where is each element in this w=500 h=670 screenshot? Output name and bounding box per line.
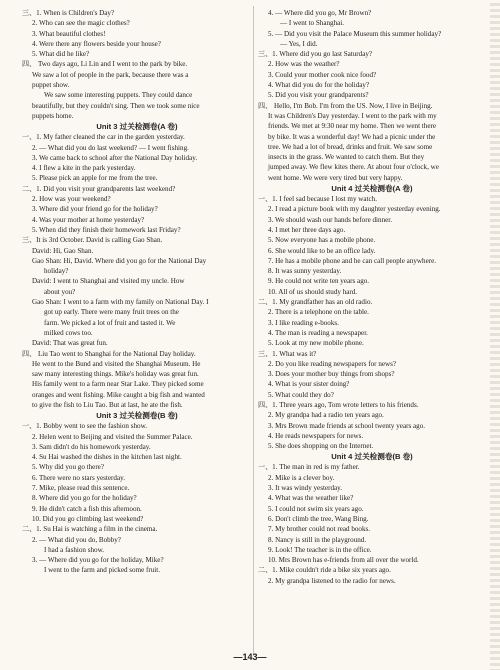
answer-line: 2. — What did you do last weekend? — I went fishing. [32, 143, 189, 152]
answer-line: 5. Now everyone has a mobile phone. [268, 236, 376, 245]
answer-line: We saw some interesting puppets. They could dance [44, 91, 193, 100]
answer-line: David: Hi, Gao Shan. [32, 246, 94, 255]
answer-line: 4. Su Hai washed the dishes in the kitchen last night. [32, 453, 182, 462]
answer-line: went home. We were very tired but very happy. [268, 173, 403, 182]
answer-line: 2. Mike is a clever boy. [268, 473, 335, 482]
answer-line: 10. Mrs Brown has e-friends from all over the world. [268, 556, 419, 565]
answer-line: David: That was great fun. [32, 339, 108, 348]
section-heading: Unit 4 过关检测卷(A 卷) [331, 184, 413, 194]
section-heading: Unit 3 过关检测卷(A 卷) [96, 122, 178, 132]
answer-line: 10. All of us should study hard. [268, 287, 358, 296]
answer-line: 8. It was sunny yesterday. [268, 267, 342, 276]
answer-line: 5. I could not swim six years ago. [268, 504, 364, 513]
answer-line: 4. What is your sister doing? [268, 380, 350, 389]
answer-line: 2. There is a telephone on the table. [268, 308, 369, 317]
answer-line: puppets home. [32, 111, 74, 120]
answer-line: 5. She does shopping on the Internet. [268, 442, 374, 451]
answer-line: 2. My grandpa listened to the radio for news. [268, 576, 396, 585]
answer-line: — I went to Shanghai. [280, 19, 345, 28]
answer-line: by bike. It was a wonderful day! We had a picnic under the [268, 132, 436, 141]
answer-line: puppet show. [32, 81, 70, 90]
answer-line: 3. We came back to school after the National Day holiday. [32, 153, 198, 162]
answer-line: 5. — Did you visit the Palace Museum this summer holiday? [268, 29, 442, 38]
answer-line: 二、1. Did you visit your grandparents last weekend? [22, 184, 176, 193]
answer-line: 三、1. When is Children's Day? [22, 9, 115, 17]
left-column [22, 8, 252, 576]
answer-line: 一、1. Bobby went to see the fashion show. [22, 422, 148, 431]
answer-line: We saw a lot of people in the park, because there was a [32, 70, 189, 79]
answer-line: 3. It was windy yesterday. [268, 484, 343, 493]
answer-line: saw many interesting things. Mike's holiday was great fun. [32, 370, 199, 379]
answer-line: 5. When did they finish their homework last Friday? [32, 225, 181, 234]
answer-line: 二、1. My grandfather has an old radio. [258, 298, 373, 307]
answer-line: 7. Mike, please read this sentence. [32, 484, 130, 493]
answer-line: 6. She would like to be an office lady. [268, 246, 376, 255]
answer-line: 7. He has a mobile phone and he can call people anywhere. [268, 256, 437, 265]
answer-line: Gao Shan: Hi, David. Where did you go for the National Day [32, 256, 207, 265]
answer-line: 7. My brother could not read books. [268, 525, 371, 534]
answer-line: 4. The man is reading a newspaper. [268, 328, 368, 337]
answer-line: 4. What was the weather like? [268, 494, 354, 503]
answer-line: 2. Who can see the magic clothes? [32, 19, 130, 28]
answer-line: 三、It is 3rd October. David is calling Gao Shan. [22, 236, 163, 245]
answer-line: 2. How was the weather? [268, 60, 340, 69]
answer-line: 6. Don't climb the tree, Wang Bing. [268, 514, 369, 523]
answer-line: tree. We had a lot of bread, drinks and fruit. We saw some [268, 142, 433, 151]
answer-line: 9. He could not write ten years ago. [268, 277, 370, 286]
answer-line: 5. Did you visit your grandparents? [268, 91, 369, 100]
answer-line: 2. Do you like reading newspapers for news? [268, 359, 397, 368]
answer-line: Gao Shan: I went to a farm with my family on National Day. I [32, 298, 209, 307]
section-heading: Unit 3 过关检测卷(B 卷) [96, 411, 178, 421]
answer-line: 8. Where did you go for the holiday? [32, 494, 137, 503]
answer-line: 3. We should wash our hands before dinner. [268, 215, 393, 224]
answer-line: 三、1. Where did you go last Saturday? [258, 50, 373, 59]
answer-line: 2. — What did you do, Bobby? [32, 535, 121, 544]
answer-line: 4. What did you do for the holiday? [268, 81, 370, 90]
answer-line: 四、 Hello, I'm Bob. I'm from the US. Now, I live in Beijing. [258, 101, 433, 110]
answer-line: 3. Sam didn't do his homework yesterday. [32, 442, 151, 451]
column-divider [253, 6, 254, 654]
answer-line: 5. What did he like? [32, 50, 90, 59]
answer-line: 2. I read a picture book with my daughter yesterday evening. [268, 205, 441, 214]
answer-line: 5. Look at my new mobile phone. [268, 339, 364, 348]
answer-line: 一、1. The man in red is my father. [258, 463, 360, 472]
answer-line: farm. We picked a lot of fruit and tasted it. We [44, 318, 176, 327]
answer-line: 二、1. Su Hai is watching a film in the cinema. [22, 525, 158, 534]
answer-line: I went to the farm and picked some fruit. [44, 566, 161, 575]
answer-line: 4. — Where did you go, Mr Brown? [268, 9, 372, 17]
answer-line: 3. I like reading e-books. [268, 318, 339, 327]
answer-line: jumped away. We flew kites there. At about four o'clock, we [268, 163, 439, 172]
page-edge-strip [490, 0, 500, 670]
answer-line: 四、1. Three years ago, Tom wrote letters to his friends. [258, 400, 419, 409]
answer-line: got up early. There were many fruit trees on the [44, 308, 179, 317]
answer-line: 3. Does your mother buy things from shops? [268, 370, 395, 379]
answer-line: 3. Could your mother cook nice food? [268, 70, 377, 79]
answer-line: to give the fish to Liu Tao. But at last, he ate the fish. [32, 400, 183, 409]
section-heading: Unit 4 过关检测卷(B 卷) [331, 452, 413, 462]
answer-line: 2. My grandpa had a radio ten years ago. [268, 411, 384, 420]
answer-line: 三、1. What was it? [258, 349, 317, 358]
answer-line: holiday? [44, 267, 69, 276]
answer-line: about you? [44, 287, 76, 296]
answer-line: 10. Did you go climbing last weekend? [32, 514, 144, 523]
answer-line: 四、 Liu Tao went to Shanghai for the National Day holiday. [22, 349, 196, 358]
answer-line: I had a fashion show. [44, 545, 105, 554]
answer-line: David: I went to Shanghai and visited my uncle. How [32, 277, 185, 286]
answer-line: 8. Nancy is still in the playground. [268, 535, 367, 544]
answer-line: 5. Please pick an apple for me from the tree. [32, 174, 158, 183]
answer-line: He went to the Bund and visited the Shanghai Museum. He [32, 359, 201, 368]
answer-line: His family went to a farm near Star Lake. They picked some [32, 380, 204, 389]
answer-line: 3. What beautiful clothes! [32, 29, 106, 38]
answer-line: 4. I flew a kite in the park yesterday. [32, 164, 136, 173]
answer-line: beautifully, but they couldn't sing. Then we took some nice [32, 101, 200, 110]
page-number: —143— [233, 652, 267, 662]
answer-line: 4. Was your mother at home yesterday? [32, 215, 145, 224]
answer-line: 二、1. Mike couldn't ride a bike six years ago. [258, 566, 391, 575]
answer-line: 9. Look! The teacher is in the office. [268, 545, 372, 554]
answer-line: 3. — Where did you go for the holiday, Mike? [32, 556, 164, 565]
answer-line: 3. Where did your friend go for the holiday? [32, 205, 158, 214]
answer-line: 4. Were there any flowers beside your house? [32, 39, 161, 48]
answer-line: insects in the grass. We wanted to catch them. But they [268, 153, 425, 162]
answer-line: — Yes, I did. [280, 39, 318, 48]
answer-line: 2. How was your weekend? [32, 195, 111, 204]
answer-line: oranges and went fishing. Mike caught a big fish and wanted [32, 390, 205, 399]
answer-line: 一、1. I feel sad because I lost my watch. [258, 195, 377, 204]
answer-line: 6. There were no stars yesterday. [32, 473, 125, 482]
right-column [258, 8, 486, 586]
answer-line: 4. He reads newspapers for news. [268, 431, 364, 440]
answer-line: 3. Mrs Brown made friends at school twenty years ago. [268, 421, 426, 430]
answer-line: 2. Helen went to Beijing and visited the Summer Palace. [32, 432, 193, 441]
answer-line: 四、 Two days ago, Li Lin and I went to the park by bike. [22, 60, 188, 69]
answer-line: It was Children's Day yesterday. I went to the park with my [268, 111, 437, 120]
answer-line: 一、1. My father cleaned the car in the garden yesterday. [22, 133, 185, 142]
answer-line: friends. We met at 9:30 near my home. Then we went there [268, 122, 436, 131]
answer-line: 4. I met her three days ago. [268, 225, 346, 234]
answer-line: milked cows too. [44, 328, 93, 337]
answer-line: 9. He didn't catch a fish this afternoon. [32, 504, 142, 513]
answer-line: 5. Why did you go there? [32, 463, 104, 472]
answer-line: 5. What could they do? [268, 390, 334, 399]
